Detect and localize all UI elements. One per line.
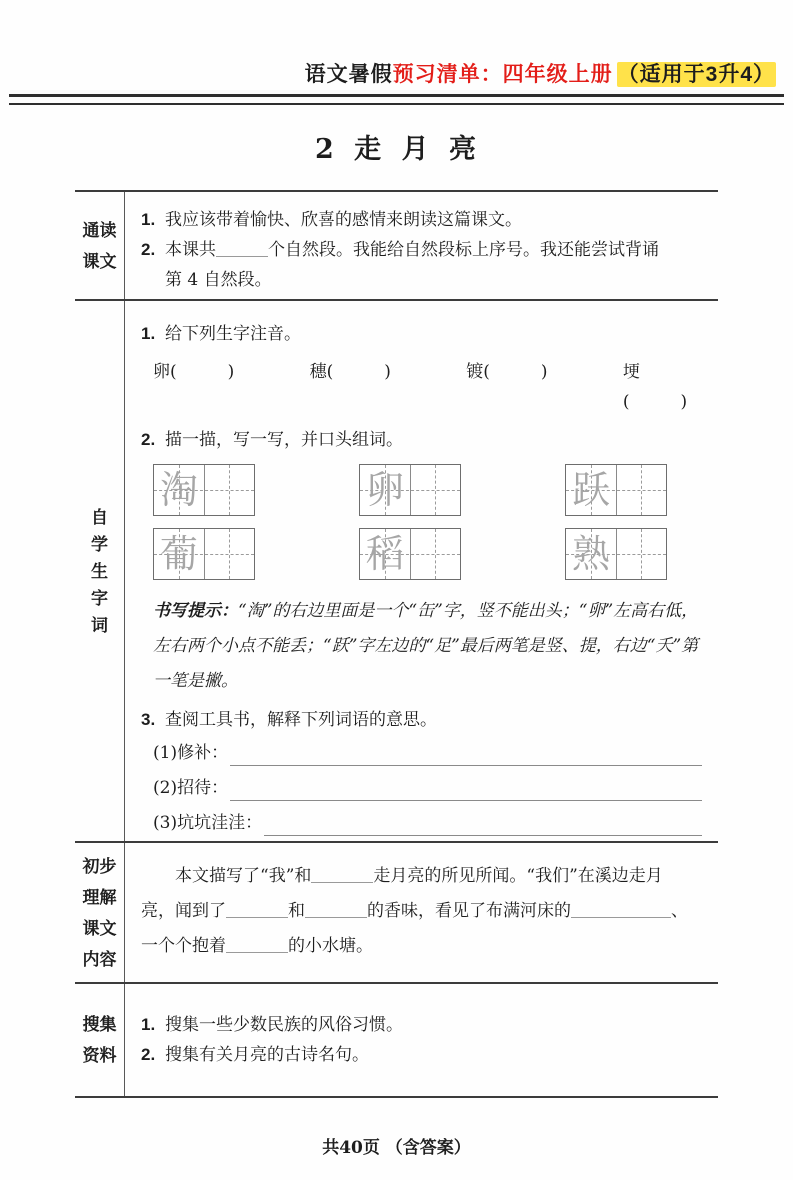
row-label-line: 理解 — [82, 887, 117, 907]
header-series-label: 语文暑假 — [304, 63, 393, 86]
row-label-collect-material — [75, 984, 125, 1096]
row-label-line: 词 — [91, 615, 108, 635]
pinyin-item: 镀( ) — [466, 362, 548, 382]
text-segment: 亮，闻到了 — [141, 901, 226, 921]
grid-row — [153, 528, 704, 580]
item-number: 1. — [141, 324, 156, 343]
tianzige-box — [153, 464, 255, 516]
task-item — [141, 1040, 704, 1070]
text-segment: 本文描写了“我”和 — [175, 866, 312, 886]
task-item — [141, 703, 704, 736]
fill-in-paragraph — [141, 859, 704, 964]
header-grade-badge: （适用于3升4） — [617, 63, 775, 86]
lesson-title: 2 走 月 亮 — [315, 134, 478, 165]
table-row-self-study — [75, 299, 718, 841]
task-item — [141, 235, 704, 295]
item-number: 1. — [141, 1015, 156, 1034]
item-text: 搜集有关月亮的古诗名句。 — [165, 1045, 369, 1064]
writing-tip — [153, 594, 704, 699]
definition-line — [153, 806, 704, 841]
row-label-line: 初步 — [82, 856, 117, 876]
definition-term: (3)坑坑洼洼： — [153, 813, 263, 833]
tianzige-box — [565, 528, 667, 580]
trace-character: 跃 — [571, 468, 610, 512]
text-segment: 的小水塘。 — [288, 936, 373, 956]
item-text: 给下列生字注音。 — [165, 324, 301, 343]
task-item — [141, 317, 704, 350]
grid-guide-line — [435, 529, 436, 579]
trace-character: 淘 — [159, 468, 198, 512]
item-number: 2. — [141, 1045, 156, 1064]
row-label-line: 通读 — [82, 220, 117, 240]
row-label-line: 资料 — [82, 1046, 117, 1065]
item-text: 查阅工具书，解释下列词语的意思。 — [165, 710, 437, 729]
row-label-line: 内容 — [82, 949, 117, 969]
grid-guide-line — [435, 465, 436, 515]
word-definition-list — [141, 736, 704, 841]
trace-character: 稻 — [365, 532, 404, 576]
text-segment: 个自然段。我能给自然段标上序号。我还能尝试背诵 — [268, 240, 659, 260]
row-label-line: 学 — [91, 534, 108, 554]
page-footer: 共40页 （含答案） — [322, 1138, 471, 1158]
item-number: 1. — [141, 210, 156, 229]
worksheet-page — [0, 58, 793, 1158]
grid-guide-line — [229, 465, 230, 515]
fill-blank — [571, 902, 671, 918]
item-number: 2. — [141, 240, 156, 259]
item-number: 2. — [141, 430, 156, 449]
row-label-line: 自 — [91, 507, 108, 527]
text-segment: 一个个抱着 — [141, 936, 226, 956]
definition-term: (2)招待： — [153, 778, 229, 798]
answer-rule — [230, 771, 702, 801]
row-label-self-study — [75, 301, 125, 841]
text-segment: 、 — [671, 901, 688, 921]
fill-blank — [226, 902, 288, 918]
grid-guide-line — [641, 529, 642, 579]
text-segment: 第 4 自然段。 — [165, 270, 272, 290]
item-number: 3. — [141, 710, 156, 729]
row-label-line: 课文 — [82, 251, 117, 271]
character-practice-grids — [141, 464, 704, 580]
task-item — [141, 1010, 704, 1040]
grid-row — [153, 464, 704, 516]
fill-blank — [311, 867, 373, 883]
grid-guide-line — [229, 529, 230, 579]
row-label-read-through — [75, 192, 125, 299]
pinyin-item: 穗( ) — [309, 362, 391, 382]
text-segment: 走月亮的所见所闻。“我们”在溪边走月 — [373, 866, 663, 886]
pinyin-exercise-row — [153, 357, 704, 417]
worksheet-table — [75, 190, 718, 1098]
trace-character: 熟 — [571, 532, 610, 576]
item-text: 描一描，写一写，并口头组词。 — [165, 430, 403, 449]
row-label-line: 课文 — [82, 918, 117, 938]
row-label-line: 字 — [91, 588, 108, 608]
answer-rule — [230, 736, 702, 766]
trace-character: 葡 — [159, 532, 198, 576]
row-content-comprehension — [125, 843, 718, 982]
page-header — [0, 58, 793, 88]
row-label-comprehension — [75, 843, 125, 982]
row-label-line: 生 — [91, 561, 108, 581]
tianzige-box — [359, 528, 461, 580]
tianzige-box — [565, 464, 667, 516]
task-item — [141, 205, 704, 235]
pinyin-item: 埂( ) — [622, 362, 688, 412]
writing-tip-label: 书写提示： — [153, 601, 238, 621]
row-content-read-through — [125, 192, 718, 299]
trace-character: 卵 — [365, 468, 404, 512]
answer-rule — [264, 806, 702, 836]
pinyin-item: 卵( ) — [153, 362, 235, 382]
text-segment: 的香味，看见了布满河床的 — [367, 901, 571, 921]
item-text: 我应该带着愉快、欣喜的感情来朗读这篇课文。 — [165, 210, 522, 229]
writing-tip-text: “淘”的右边里面是一个“缶”字，竖不能出头；“卵”左高右低，左右两个小点不能丢；“跃”字左边的“足”最后两笔是竖、提，右边“夭”第一笔是撇。 — [153, 601, 699, 691]
fill-blank — [216, 241, 268, 257]
header-subject-label: 预习清单：四年级上册 — [392, 63, 613, 86]
definition-line — [153, 736, 704, 771]
row-content-self-study — [125, 301, 718, 841]
row-content-collect-material — [125, 984, 718, 1096]
fill-blank — [226, 937, 288, 953]
definition-term: (1)修补： — [153, 743, 229, 763]
row-label-line: 搜集 — [82, 1015, 117, 1034]
fill-blank — [305, 902, 367, 918]
text-segment: 和 — [288, 901, 305, 921]
tianzige-box — [153, 528, 255, 580]
table-row-collect-material — [75, 982, 718, 1098]
item-text — [165, 235, 704, 295]
task-item — [141, 423, 704, 456]
definition-line — [153, 771, 704, 806]
header-rule — [9, 94, 784, 105]
table-row-read-through — [75, 190, 718, 299]
table-row-comprehension — [75, 841, 718, 982]
item-text: 搜集一些少数民族的风俗习惯。 — [165, 1015, 403, 1034]
text-segment: 本课共 — [165, 240, 216, 260]
tianzige-box — [359, 464, 461, 516]
grid-guide-line — [641, 465, 642, 515]
